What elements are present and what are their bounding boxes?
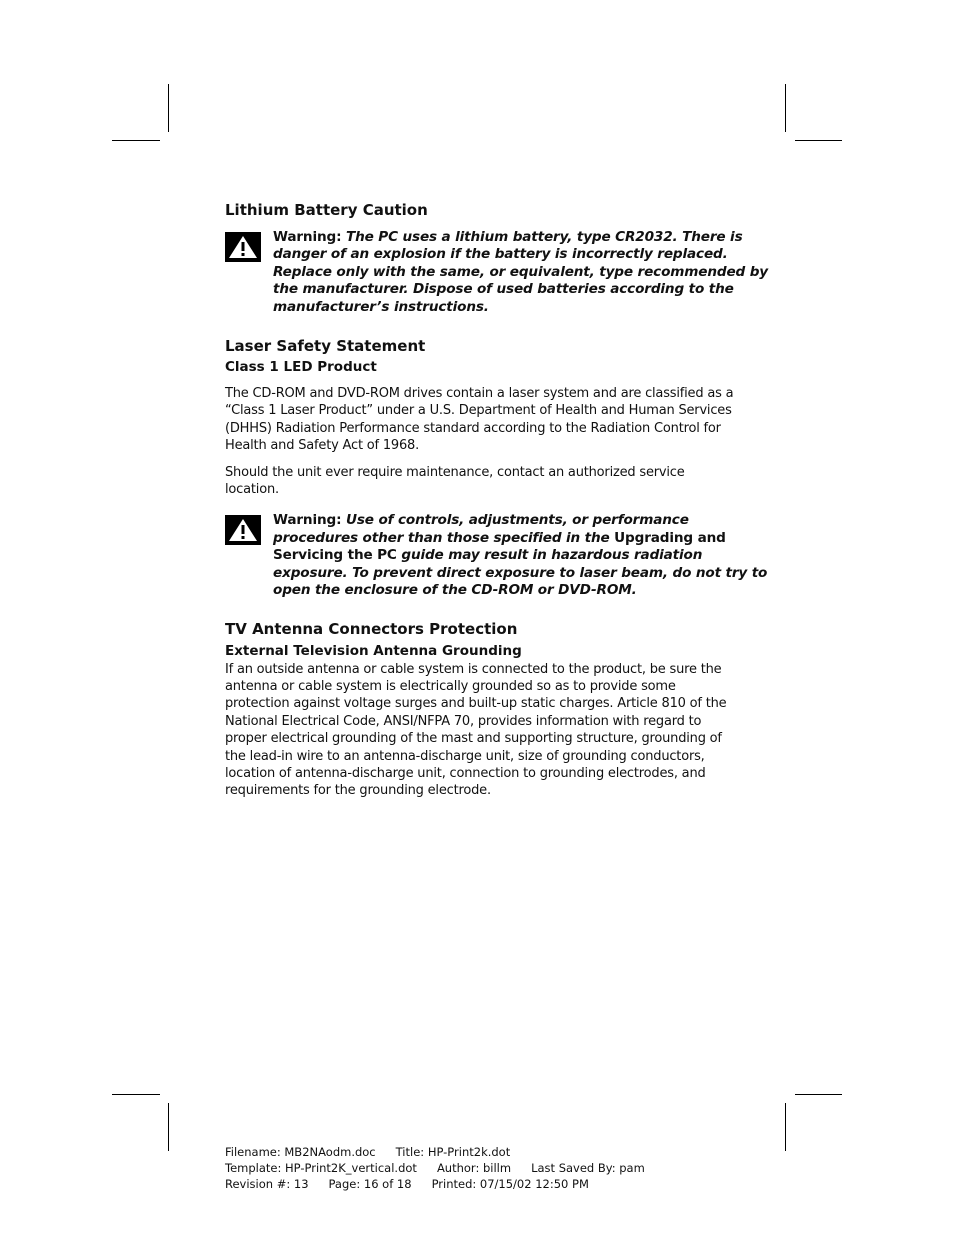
battery-warning-text [273,229,783,316]
antenna-heading: TV Antenna Connectors Protection [225,619,518,638]
crop-mark-bottom-right-horizontal [795,1094,842,1095]
laser-subheading: Class 1 LED Product [225,359,377,376]
footer-printed: Printed: 07/15/02 12:50 PM [431,1177,589,1191]
footer-line-2 [225,1160,645,1176]
laser-warning-body-a: Use of controls, adjustments, or performance procedures other than those specified in the [273,512,689,546]
footer-template: Template: HP-Print2K_vertical.dot [225,1161,417,1175]
warning-triangle-icon [225,232,261,262]
laser-warning-body-b: guide may result in hazardous radiation exposure. To prevent direct exposure to laser beam, do not try to open the enclosure of the CD-ROM or DVD-ROM. [273,547,768,599]
antenna-subheading: External Television Antenna Grounding [225,642,522,659]
warning-triangle-icon [225,515,261,545]
crop-mark-bottom-left-vertical [168,1103,169,1151]
battery-warning-body: The PC uses a lithium battery, type CR2032. There is danger of an explosion if the battery is incorrectly replaced. Replace only with the same, or equivalent, type recommended by the manufacturer. Dispose of used batteries according to the manufacturer’s instructions. [273,229,768,315]
laser-warning [225,512,773,599]
crop-mark-bottom-left-horizontal [112,1094,160,1095]
footer-filename: Filename: MB2NAodm.doc [225,1145,376,1159]
crop-mark-top-right-vertical [785,84,786,132]
crop-mark-top-left-horizontal [112,140,160,141]
battery-warning [225,229,783,316]
footer-author: Author: billm [436,1161,512,1175]
antenna-paragraph: If an outside antenna or cable system is connected to the product, be sure the antenna or cable system is electrically grounded so as to provide some protection against voltage surges and built-up static charges. Article 810 of the National Electrical Code, ANSI/NFPA 70, provides information with regard to proper electrical grounding of the mast and supporting structure, grounding of the lead-in wire to an antenna-discharge unit, size of grounding conductors, location of antenna-discharge unit, connection to grounding electrodes, and requirements for the grounding electrode. [225,661,727,799]
footer-line-1 [225,1144,645,1160]
battery-heading: Lithium Battery Caution [225,201,428,219]
laser-warning-text [273,512,773,599]
footer-line-3 [225,1176,645,1192]
footer-last-saved: Last Saved By: pam [531,1161,645,1175]
battery-warning-label: Warning: [273,229,342,245]
footer-page: Page: 16 of 18 [328,1177,412,1191]
laser-paragraph-1: The CD-ROM and DVD-ROM drives contain a laser system and are classified as a “Class 1 Laser Product” under a U.S. Department of Health and Human Services (DHHS) Radiation Performance standard according to the Radiation Control for Health and Safety Act of 1968. [225,386,734,454]
footer-revision: Revision #: 13 [225,1177,309,1191]
crop-mark-top-right-horizontal [795,140,842,141]
crop-mark-bottom-right-vertical [785,1103,786,1151]
laser-heading: Laser Safety Statement [225,337,426,356]
footer-title: Title: HP-Print2k.dot [395,1145,511,1159]
page-content [225,200,768,800]
laser-warning-label: Warning: [273,512,342,529]
crop-mark-top-left-vertical [168,84,169,132]
laser-paragraph-2: Should the unit ever require maintenance, contact an authorized service location. [225,464,685,498]
laser-warning-guide-title: Upgrading and Servicing the PC [273,529,726,564]
document-footer [225,1144,645,1192]
